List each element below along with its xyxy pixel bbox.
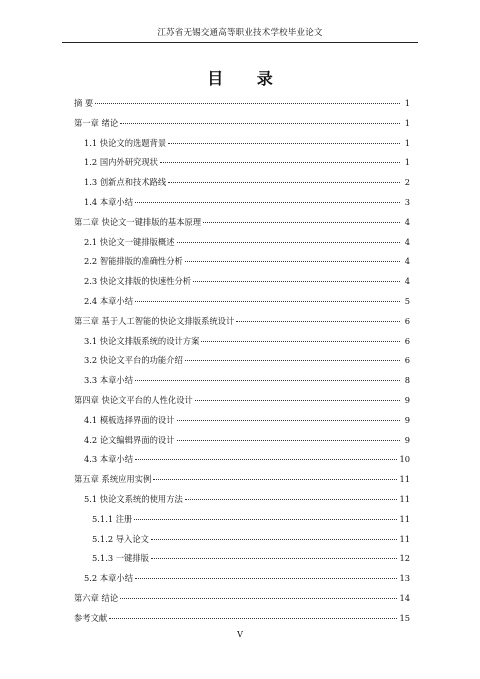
toc-entry[interactable] <box>74 572 410 584</box>
toc-entry-page: 4 <box>404 236 410 247</box>
toc-dot-leader <box>168 182 400 183</box>
toc-entry-label: 参考文献 <box>74 612 108 623</box>
toc-entry[interactable] <box>74 255 410 267</box>
toc-dot-leader <box>203 222 400 223</box>
toc-dot-leader <box>151 558 398 559</box>
toc-entry-label: 2.4 本章小结 <box>84 296 134 306</box>
toc-entry[interactable] <box>74 156 410 168</box>
toc-entry-page: 11 <box>399 494 410 504</box>
toc-entry-label: 1.2 国内外研究现状 <box>84 157 158 168</box>
toc-entry[interactable] <box>74 275 410 287</box>
toc-dot-leader <box>135 301 400 302</box>
toc-entry-label: 第四章 快论文平台的人性化设计 <box>74 395 193 405</box>
toc-entry-label: 5.1.1 注册 <box>92 513 133 524</box>
toc-entry[interactable] <box>74 414 410 426</box>
toc-entry-page: 1 <box>404 117 410 128</box>
toc-entry-page: 1 <box>404 157 410 168</box>
toc-entry-label: 3.2 快论文平台的功能介绍 <box>84 355 183 366</box>
toc-entry[interactable] <box>74 493 410 505</box>
toc-entry-label: 2.2 智能排版的准确性分析 <box>84 256 183 267</box>
toc-entry-label: 4.1 模板选择界面的设计 <box>84 414 175 425</box>
toc-dot-leader <box>185 261 400 262</box>
toc-dot-leader <box>135 202 400 203</box>
toc-dot-leader <box>201 341 400 342</box>
toc-entry-page: 8 <box>404 375 410 386</box>
toc-dot-leader <box>177 420 400 421</box>
page-title: 目 录 <box>207 69 287 88</box>
page-number: V <box>237 630 243 639</box>
toc-entry-page: 2 <box>404 177 410 188</box>
toc-entry[interactable] <box>74 612 410 624</box>
toc-entry-label: 第六章 结论 <box>74 593 119 603</box>
toc-entry[interactable] <box>74 434 410 446</box>
toc-entry-page: 14 <box>399 593 410 603</box>
toc-entry[interactable] <box>74 552 410 564</box>
toc-entry-page: 9 <box>404 395 410 405</box>
toc-entry-label: 第一章 绪论 <box>74 117 119 128</box>
toc-entry-page: 4 <box>404 216 410 227</box>
toc-entry-label: 2.1 快论文一键排版概述 <box>84 236 175 247</box>
toc-entry[interactable] <box>74 216 410 228</box>
toc-entry-page: 1 <box>404 137 410 148</box>
toc-entry-page: 4 <box>404 276 410 287</box>
toc-entry-page: 11 <box>399 533 410 544</box>
toc-dot-leader <box>120 123 400 124</box>
toc-dot-leader <box>185 499 398 500</box>
toc-entry-label: 第二章 快论文一键排版的基本原理 <box>74 216 202 227</box>
toc-entry-label: 5.1.2 导入论文 <box>92 533 149 544</box>
toc-entry-page: 13 <box>399 573 410 584</box>
toc-entry-label: 5.1.3 一键排版 <box>92 553 149 564</box>
toc-dot-leader <box>236 321 400 322</box>
header-divider <box>62 42 418 43</box>
toc-dot-leader <box>109 618 397 619</box>
toc-entry-label: 第五章 系统应用实例 <box>74 474 152 485</box>
toc-entry-label: 3.3 本章小结 <box>84 375 134 386</box>
toc-entry-label: 1.3 创新点和技术路线 <box>84 177 167 188</box>
toc-entry[interactable] <box>74 374 410 386</box>
toc-entry[interactable] <box>74 97 410 109</box>
toc-entry-page: 11 <box>399 474 410 485</box>
toc-dot-leader <box>95 103 400 104</box>
running-header: 江苏省无锡交通高等职业技术学校毕业论文 <box>157 28 323 38</box>
toc-dot-leader <box>168 143 400 144</box>
toc-entry[interactable] <box>74 196 410 208</box>
toc-entry[interactable] <box>74 236 410 248</box>
toc-dot-leader <box>177 242 400 243</box>
toc-entry-page: 5 <box>404 296 410 306</box>
toc-entry-label: 5.2 本章小结 <box>84 573 134 584</box>
toc-dot-leader <box>177 440 400 441</box>
toc-entry-page: 3 <box>404 197 410 207</box>
toc-entry-page: 9 <box>404 414 410 425</box>
toc-entry-page: 9 <box>404 434 410 445</box>
toc-entry-label: 3.1 快论文排版系统的设计方案 <box>84 335 200 346</box>
toc-entry-page: 1 <box>404 98 410 108</box>
toc-dot-leader <box>153 479 397 480</box>
toc-entry[interactable] <box>74 137 410 149</box>
toc-dot-leader <box>135 380 400 381</box>
toc-entry-page: 6 <box>404 355 410 366</box>
toc-entry-label: 5.1 快论文系统的使用方法 <box>84 494 183 504</box>
toc-entry-label: 1.1 快论文的选题背景 <box>84 137 167 148</box>
toc-entry-label: 1.4 本章小结 <box>84 197 134 207</box>
toc-dot-leader <box>135 578 397 579</box>
toc-entry-page: 6 <box>404 335 410 346</box>
toc-dot-leader <box>151 539 398 540</box>
toc-entry-page: 15 <box>399 612 410 623</box>
toc-entry[interactable] <box>74 117 410 129</box>
toc-dot-leader <box>193 281 400 282</box>
toc-entry-page: 10 <box>399 454 410 465</box>
toc-dot-leader <box>185 360 400 361</box>
toc-entry[interactable] <box>74 354 410 366</box>
toc-dot-leader <box>120 598 397 599</box>
toc-entry[interactable] <box>74 176 410 188</box>
toc-entry-label: 4.3 本章小结 <box>84 454 134 465</box>
toc-entry-page: 12 <box>399 553 410 564</box>
toc-entry[interactable] <box>74 453 410 465</box>
toc-entry-page: 6 <box>404 315 410 326</box>
toc-entry[interactable] <box>74 473 410 485</box>
toc-dot-leader <box>134 519 397 520</box>
toc-entry[interactable] <box>74 295 410 307</box>
toc-entry-page: 4 <box>404 256 410 267</box>
toc-entry-page: 11 <box>399 513 410 524</box>
toc-entry-label: 4.2 论文编辑界面的设计 <box>84 434 175 445</box>
toc-entry-label: 摘 要 <box>74 98 94 108</box>
toc-dot-leader <box>160 162 400 163</box>
toc-entry[interactable] <box>74 335 410 347</box>
toc-entry[interactable] <box>74 513 410 525</box>
toc-entry-label: 2.3 快论文排版的快速性分析 <box>84 276 192 287</box>
toc-entry[interactable] <box>74 592 410 604</box>
toc-dot-leader <box>195 400 400 401</box>
toc-dot-leader <box>135 459 397 460</box>
toc-entry-label: 第三章 基于人工智能的快论文排版系统设计 <box>74 315 235 326</box>
toc-entry[interactable] <box>74 394 410 406</box>
toc-entry[interactable] <box>74 533 410 545</box>
toc-entry[interactable] <box>74 315 410 327</box>
